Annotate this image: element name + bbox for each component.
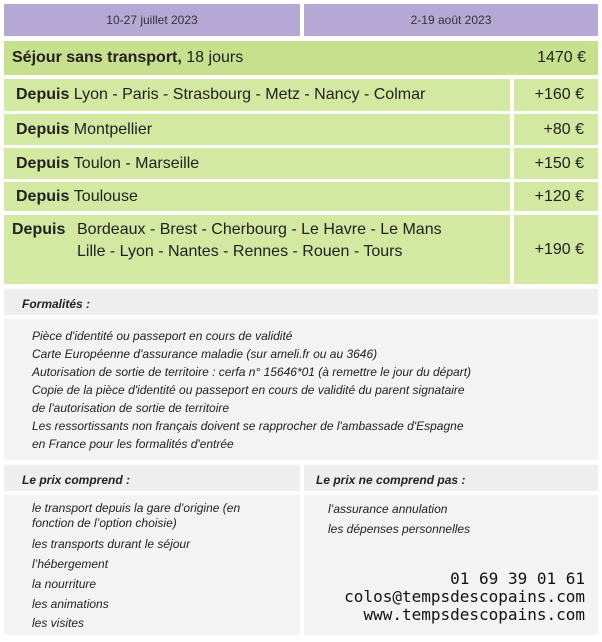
- formalites-line: en France pour les formalités d'entrée: [32, 437, 234, 451]
- ne-comprend-pas-body: [304, 495, 598, 635]
- comprend-header: [4, 465, 300, 491]
- comprend-item: les animations: [32, 597, 109, 611]
- comprend-title: Le prix comprend :: [22, 473, 131, 487]
- departure-price-value: +160 €: [534, 86, 584, 103]
- departure-cities: Toulouse: [73, 187, 138, 205]
- formalites-line: Carte Européenne d'assurance maladie (sur ameli.fr ou au 3646): [32, 347, 378, 361]
- ne-comprend-pas-title: Le prix ne comprend pas :: [316, 473, 466, 487]
- departure-price-value: +120 €: [534, 187, 584, 205]
- departure-cities: Toulon - Marseille: [73, 154, 200, 172]
- comprend-item: le transport depuis la gare d’origine (en: [32, 501, 241, 515]
- contact-website[interactable]: www.tempsdescopains.com: [363, 605, 585, 624]
- departure-price-3: [514, 148, 598, 179]
- sejour-label: Séjour sans transport, 18 jours: [12, 49, 244, 66]
- departure-price-2: [514, 114, 598, 145]
- ne-comprend-pas-header: [304, 465, 598, 491]
- departure-price-1: [514, 79, 598, 111]
- formalites-line: Autorisation de sortie de territoire : cerfa n° 15646*01 (à remettre le jour du départ): [32, 365, 472, 379]
- date-period-2-label: 2-19 août 2023: [410, 13, 492, 27]
- date-period-1: [4, 4, 300, 36]
- formalites-line: de l'autorisation de sortie de territoire: [32, 401, 230, 415]
- departure-row-2: [4, 114, 510, 145]
- comprend-body: [4, 495, 300, 635]
- departure-prefix: Depuis: [16, 154, 70, 172]
- formalites-body: [4, 319, 598, 460]
- date-period-2: [304, 4, 598, 36]
- departure-row-4: [4, 182, 510, 211]
- sejour-row: [4, 41, 598, 75]
- departure-prefix: Depuis: [16, 120, 70, 138]
- departure-price-5: [514, 215, 598, 284]
- formalites-line: Copie de la pièce d'identité ou passeport en cours de validité du parent signataire: [32, 383, 465, 397]
- departure-cities-line2: Lille - Lyon - Nantes - Rennes - Rouen - Tours: [77, 243, 403, 260]
- comprend-item: fonction de l’option choisie): [32, 516, 177, 530]
- departure-prefix: Depuis: [12, 221, 66, 238]
- formalites-header: [4, 289, 598, 315]
- departure-price-value: +80 €: [543, 120, 584, 138]
- comprend-item: les transports durant le séjour: [32, 537, 191, 551]
- date-period-1-label: 10-27 juillet 2023: [106, 13, 198, 27]
- departure-price-4: [514, 182, 598, 211]
- formalites-line: Pièce d'identité ou passeport en cours de validité: [32, 329, 293, 343]
- departure-row-5: [4, 215, 510, 284]
- departure-prefix: Depuis: [16, 187, 70, 205]
- departure-cities-line1: Bordeaux - Brest - Cherbourg - Le Havre - Le Mans: [77, 221, 442, 238]
- formalites-title: Formalités :: [22, 297, 91, 311]
- departure-prefix: Depuis: [16, 86, 70, 103]
- departure-row-3: [4, 148, 510, 179]
- comprend-item: l’hébergement: [32, 557, 109, 571]
- departure-cities: Montpellier: [73, 120, 153, 138]
- departure-cities: Lyon - Paris - Strasbourg - Metz - Nancy - Colmar: [73, 86, 426, 103]
- formalites-line: Les ressortissants non français doivent se rapprocher de l'ambassade d'Espagne: [32, 419, 464, 433]
- departure-price-value: +150 €: [534, 154, 584, 172]
- ne-comprend-pas-item: l’assurance annulation: [328, 502, 448, 516]
- ne-comprend-pas-item: les dépenses personnelles: [328, 522, 471, 536]
- comprend-item: la nourriture: [32, 577, 97, 591]
- sejour-price: 1470 €: [537, 49, 586, 66]
- departure-price-value: +190 €: [534, 240, 584, 258]
- comprend-item: les visites: [32, 616, 85, 630]
- contact-email[interactable]: colos@tempsdescopains.com: [344, 587, 585, 606]
- contact-phone: 01 69 39 01 61: [450, 569, 585, 588]
- departure-row-1: [4, 79, 510, 111]
